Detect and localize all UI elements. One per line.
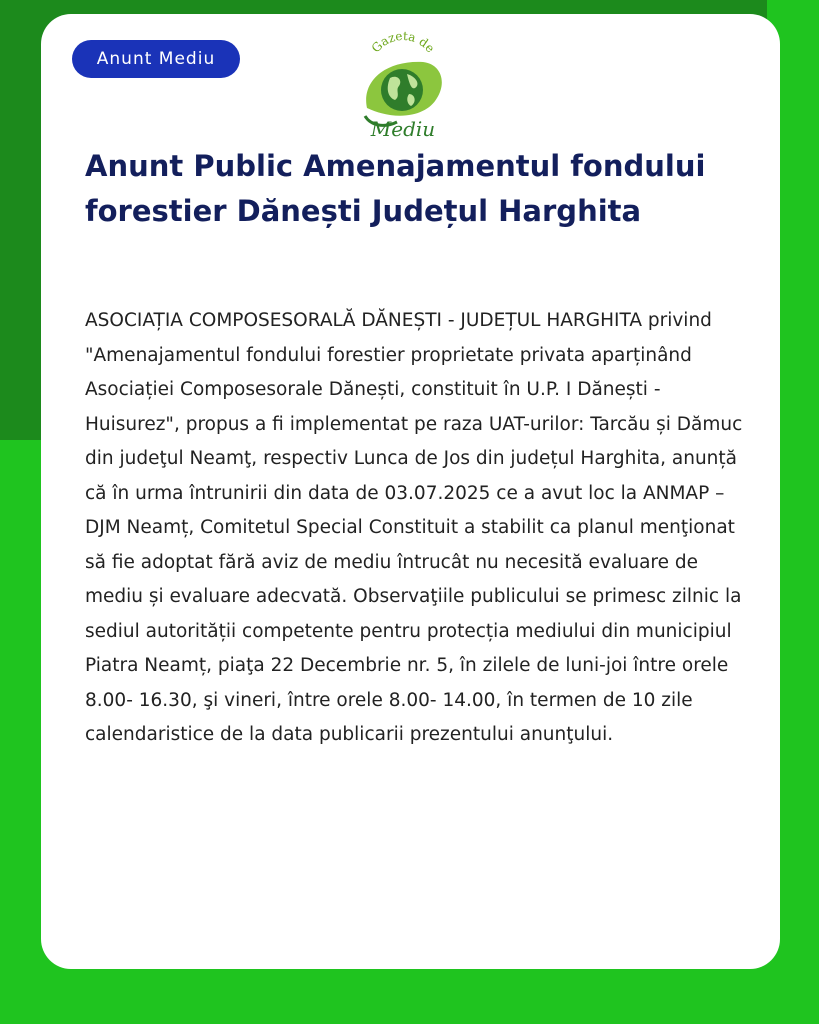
logo-text-top: Gazeta de	[368, 30, 438, 56]
announcement-card	[41, 14, 780, 969]
category-badge[interactable]: Anunt Mediu	[72, 40, 240, 78]
logo-text-bottom: Mediu	[370, 117, 436, 141]
svg-text:Gazeta de	[369, 30, 438, 55]
article-body: ASOCIAȚIA COMPOSESORALĂ DĂNEȘTI - JUDEȚUL HARGHITA privind "Amenajamentul fondului forestier proprietate privata aparținând Asociației Composesorale Dănești, constituit în U.P. I Dănești - Huisurez", propus a fi implementat pe raza UAT-urilor: Tarcău și Dămuc din judeţul Neamţ, respectiv Lunca de Jos din județul Harghita, anunță că în urma întrunirii din data de 03.07.2025 ce a avut loc la ANMAP – DJM Neamț, Comitetul Special Constituit a stabilit ca planul menţionat să fie adoptat fără aviz de mediu întrucât nu necesită evaluare de mediu și evaluare adecvată. Observaţiile publicului se primesc zilnic la sediul autorității competente pentru protecția mediului din municipiul Piatra Neamț, piaţa 22 Decembrie nr. 5, în zilele de luni-joi între orele 8.00- 16.30, şi vineri, între orele 8.00- 14.00, în termen de 10 zile calendaristice de la data publicarii prezentului anunţului.	[85, 310, 743, 745]
article-title: Anunt Public Amenajamentul fondului forestier Dănești Județul Harghita	[85, 149, 706, 228]
gazeta-de-mediu-logo	[357, 30, 447, 142]
